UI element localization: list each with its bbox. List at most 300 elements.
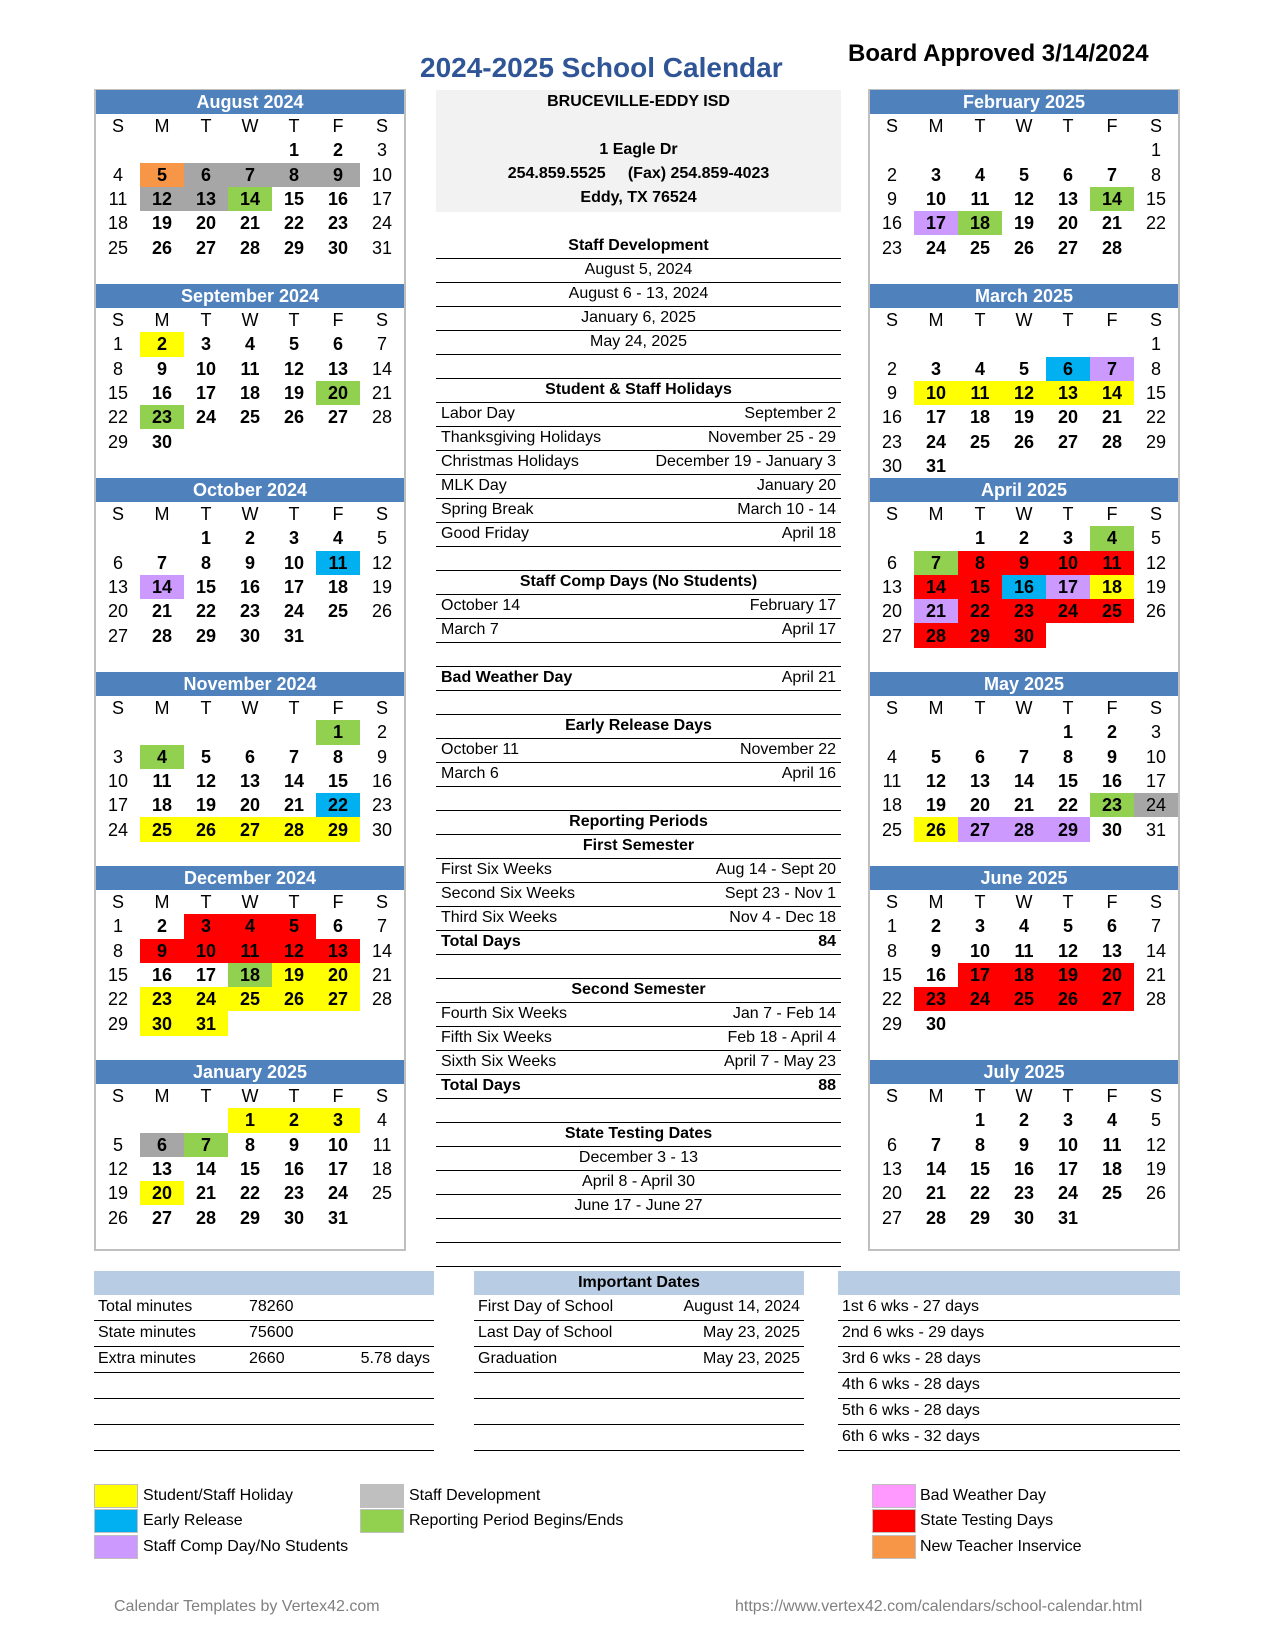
calendar-day: 16 [925, 965, 947, 986]
calendar-day: 8 [974, 1134, 985, 1155]
calendar-day: 23 [1002, 599, 1046, 623]
calendar-day: 28 [925, 1207, 947, 1228]
calendar-day: 11 [958, 381, 1002, 405]
holiday-row: Thanksgiving Holidays November 25 - 29 [436, 427, 841, 451]
calendar-day: 9 [1106, 746, 1117, 767]
minutes-row: State minutes 75600 [94, 1321, 434, 1347]
calendar-day: 3 [1062, 528, 1073, 549]
calendar-day: 20 [1057, 407, 1079, 428]
calendar-day: 4 [974, 164, 985, 185]
empty-cell [870, 648, 914, 672]
calendar-day: 13 [881, 577, 903, 598]
day-of-week-label: M [928, 1086, 944, 1107]
calendar-day: 2 [1018, 528, 1029, 549]
empty-cell [360, 260, 404, 284]
empty-cell [96, 260, 140, 284]
calendar-day: 13 [1046, 381, 1090, 405]
period-row: Third Six Weeks Nov 4 - Dec 18 [436, 907, 841, 931]
calendar-day: 5 [1018, 164, 1029, 185]
calendar-day: 17 [107, 795, 129, 816]
day-of-week-label: T [1062, 504, 1074, 525]
calendar-day: 9 [140, 939, 184, 963]
empty-cell [914, 842, 958, 866]
calendar-day: 21 [1101, 213, 1123, 234]
calendar-day: 28 [239, 237, 261, 258]
calendar-day: 6 [332, 334, 343, 355]
calendar-day: 4 [244, 334, 255, 355]
calendar-day: 1 [1150, 334, 1161, 355]
calendar-day: 8 [332, 746, 343, 767]
calendar-day: 3 [1150, 722, 1161, 743]
calendar-day: 21 [371, 383, 393, 404]
day-of-week-label: M [154, 310, 170, 331]
calendar-day: 22 [881, 989, 903, 1010]
empty-cell [1134, 1205, 1178, 1229]
empty-cell [1046, 260, 1090, 284]
month-title: September 2024 [96, 284, 404, 308]
important-date-row: First Day of School August 14, 2024 [474, 1295, 804, 1321]
footer-url-link[interactable]: https://www.vertex42.com/calendars/school-calendar.html [735, 1598, 1143, 1615]
calendar-day: 21 [914, 599, 958, 623]
empty-cell [228, 1011, 272, 1035]
day-of-week-label: W [241, 892, 259, 913]
day-of-week-label: S [885, 1086, 898, 1107]
day-of-week-label: T [200, 116, 212, 137]
day-of-week-label: S [885, 116, 898, 137]
footer-credit-link[interactable]: Calendar Templates by Vertex42.com [114, 1598, 380, 1615]
day-of-week-label: S [375, 504, 388, 525]
school-name: BRUCEVILLE-EDDY ISD [547, 93, 730, 110]
day-of-week-label: S [1149, 892, 1162, 913]
calendar-day: 15 [327, 771, 349, 792]
month-title: February 2025 [870, 90, 1178, 114]
calendar-day: 31 [184, 1011, 228, 1035]
calendar-day: 24 [1057, 1183, 1079, 1204]
calendar-day: 14 [925, 1159, 947, 1180]
calendar-day: 2 [1106, 722, 1117, 743]
calendar-day: 9 [316, 163, 360, 187]
calendar-day: 24 [1046, 599, 1090, 623]
empty-cell [1090, 842, 1134, 866]
calendar-day: 11 [108, 189, 128, 210]
calendar-day: 15 [881, 965, 903, 986]
calendar-day: 18 [327, 577, 349, 598]
legend-swatch-early-release [94, 1509, 138, 1533]
calendar-day: 24 [184, 987, 228, 1011]
day-of-week-label: F [332, 310, 344, 331]
day-of-week-label: S [885, 310, 898, 331]
calendar-day: 15 [195, 577, 217, 598]
day-of-week-label: S [111, 310, 124, 331]
school-phone: 254.859.5525 (Fax) 254.859-4023 [507, 165, 770, 182]
calendar-day: 21 [1013, 795, 1035, 816]
early-release-heading: Early Release Days [436, 715, 841, 739]
empty-cell [1134, 1036, 1178, 1060]
calendar-day: 16 [239, 577, 261, 598]
calendar-day: 18 [151, 795, 173, 816]
day-of-week-label: W [241, 1086, 259, 1107]
calendar-day: 25 [239, 407, 261, 428]
testing-date: December 3 - 13 [436, 1147, 841, 1171]
day-of-week-label: T [1062, 1086, 1074, 1107]
empty-cell [360, 1011, 404, 1035]
day-of-week-label: F [332, 698, 344, 719]
calendar-day: 7 [228, 163, 272, 187]
calendar-day: 29 [239, 1207, 261, 1228]
comp-day-row: October 14 February 17 [436, 595, 841, 619]
empty-cell [1002, 332, 1046, 356]
calendar-day: 7 [376, 916, 387, 937]
empty-cell [360, 1205, 404, 1229]
day-of-week-label: W [241, 116, 259, 137]
legend-label: State Testing Days [920, 1512, 1054, 1529]
weeks-row: 1st 6 wks - 27 days [838, 1295, 1180, 1321]
calendar-day: 7 [914, 551, 958, 575]
empty-cell [96, 526, 140, 550]
day-of-week-label: S [1149, 698, 1162, 719]
empty-cell [360, 1036, 404, 1060]
bad-weather-row: Bad Weather Day April 21 [436, 667, 841, 691]
calendar-day: 17 [195, 965, 217, 986]
day-of-week-label: M [154, 892, 170, 913]
empty-cell [914, 1108, 958, 1132]
calendar-day: 9 [886, 189, 897, 210]
legend-swatch-new-teacher [872, 1535, 916, 1559]
calendar-day: 23 [914, 987, 958, 1011]
empty-cell [1134, 454, 1178, 478]
weeks-row: 2nd 6 wks - 29 days [838, 1321, 1180, 1347]
calendar-day: 12 [1002, 381, 1046, 405]
calendar-day: 6 [140, 1133, 184, 1157]
calendar-day: 5 [930, 746, 941, 767]
testing-date: April 8 - April 30 [436, 1171, 841, 1195]
calendar-day: 7 [1106, 164, 1117, 185]
calendar-day: 30 [239, 625, 261, 646]
blank-row [474, 1399, 804, 1425]
calendar-day: 11 [372, 1134, 392, 1155]
month-december-2024 [96, 866, 404, 1060]
calendar-day: 19 [272, 963, 316, 987]
calendar-day: 4 [886, 746, 897, 767]
calendar-day: 14 [140, 575, 184, 599]
calendar-day: 9 [1002, 551, 1046, 575]
comp-days-heading: Staff Comp Days (No Students) [436, 571, 841, 595]
day-of-week-label: T [1062, 116, 1074, 137]
empty-cell [360, 623, 404, 647]
empty-cell [96, 138, 140, 162]
empty-cell [1090, 138, 1134, 162]
calendar-day: 5 [140, 163, 184, 187]
calendar-day: 18 [371, 1159, 393, 1180]
day-of-week-label: M [154, 116, 170, 137]
calendar-day: 10 [1057, 1134, 1079, 1155]
staff-dev-heading: Staff Development [436, 235, 841, 259]
day-of-week-label: W [1015, 116, 1033, 137]
period-row: First Six Weeks Aug 14 - Sept 20 [436, 859, 841, 883]
calendar-day: 25 [107, 237, 129, 258]
first-total-row: Total Days 84 [436, 931, 841, 955]
calendar-day: 16 [1002, 575, 1046, 599]
empty-cell [1090, 1205, 1134, 1229]
empty-cell [870, 842, 914, 866]
calendar-day: 26 [1013, 431, 1035, 452]
calendar-day: 22 [107, 407, 129, 428]
calendar-day: 4 [140, 745, 184, 769]
calendar-day: 22 [1057, 795, 1079, 816]
month-title: August 2024 [96, 90, 404, 114]
calendar-day: 19 [371, 577, 393, 598]
calendar-day: 26 [1013, 237, 1035, 258]
calendar-day: 26 [272, 987, 316, 1011]
calendar-day: 24 [958, 987, 1002, 1011]
month-title: January 2025 [96, 1060, 404, 1084]
calendar-day: 12 [195, 771, 217, 792]
calendar-day: 8 [958, 551, 1002, 575]
day-of-week-label: T [974, 116, 986, 137]
day-of-week-label: T [1062, 698, 1074, 719]
calendar-day: 18 [1090, 575, 1134, 599]
calendar-day: 3 [316, 1108, 360, 1132]
calendar-day: 9 [1018, 1134, 1029, 1155]
day-of-week-label: F [332, 892, 344, 913]
calendar-day: 28 [1145, 989, 1167, 1010]
month-november-2024 [96, 672, 404, 866]
calendar-day: 9 [930, 940, 941, 961]
day-of-week-label: F [332, 116, 344, 137]
empty-cell [914, 1230, 958, 1254]
calendar-day: 11 [1090, 551, 1134, 575]
empty-cell [96, 720, 140, 744]
calendar-day: 12 [107, 1159, 129, 1180]
day-of-week-label: T [1062, 310, 1074, 331]
empty-cell [228, 648, 272, 672]
calendar-day: 21 [371, 965, 393, 986]
calendar-day: 12 [1145, 1134, 1167, 1155]
month-title: June 2025 [870, 866, 1178, 890]
calendar-day: 28 [371, 989, 393, 1010]
day-of-week-label: T [288, 1086, 300, 1107]
calendar-day: 31 [327, 1207, 349, 1228]
calendar-day: 9 [288, 1134, 299, 1155]
calendar-day: 14 [228, 187, 272, 211]
day-of-week-label: W [241, 310, 259, 331]
month-title: March 2025 [870, 284, 1178, 308]
calendar-day: 14 [914, 575, 958, 599]
calendar-day: 3 [376, 140, 387, 161]
legend-swatch-comp-day [94, 1535, 138, 1559]
empty-cell [914, 648, 958, 672]
calendar-day: 22 [283, 213, 305, 234]
calendar-day: 18 [969, 407, 991, 428]
empty-cell [272, 454, 316, 478]
calendar-day: 29 [316, 817, 360, 841]
empty-cell [96, 1230, 140, 1254]
empty-cell [870, 1230, 914, 1254]
calendar-day: 20 [881, 601, 903, 622]
calendar-day: 24 [107, 819, 129, 840]
empty-cell [958, 260, 1002, 284]
calendar-day: 30 [151, 431, 173, 452]
empty-cell [184, 842, 228, 866]
empty-cell [1090, 332, 1134, 356]
calendar-day: 25 [1002, 987, 1046, 1011]
empty-cell [1090, 454, 1134, 478]
calendar-day: 27 [228, 817, 272, 841]
early-release-row: March 6 April 16 [436, 763, 841, 787]
calendar-day: 22 [1145, 213, 1167, 234]
empty-cell [228, 1036, 272, 1060]
calendar-day: 19 [1046, 963, 1090, 987]
empty-cell [184, 1230, 228, 1254]
empty-cell [958, 648, 1002, 672]
calendar-day: 13 [969, 771, 991, 792]
calendar-day: 13 [1101, 940, 1123, 961]
month-may-2025 [870, 672, 1178, 866]
calendar-day: 30 [327, 237, 349, 258]
calendar-day: 29 [1046, 817, 1090, 841]
day-of-week-label: W [1015, 310, 1033, 331]
second-total-row: Total Days 88 [436, 1075, 841, 1099]
month-august-2024 [96, 90, 404, 284]
period-row: Fourth Six Weeks Jan 7 - Feb 14 [436, 1003, 841, 1027]
calendar-day: 15 [283, 189, 305, 210]
day-of-week-label: W [241, 504, 259, 525]
calendar-day: 20 [316, 381, 360, 405]
empty-cell [1002, 720, 1046, 744]
calendar-day: 25 [140, 817, 184, 841]
empty-cell [958, 138, 1002, 162]
calendar-day: 2 [272, 1108, 316, 1132]
calendar-day: 20 [969, 795, 991, 816]
day-of-week-label: T [200, 892, 212, 913]
calendar-day: 15 [958, 575, 1002, 599]
calendar-day: 27 [327, 407, 349, 428]
empty-cell [958, 720, 1002, 744]
calendar-day: 27 [316, 987, 360, 1011]
empty-cell [228, 260, 272, 284]
month-january-2025 [96, 1060, 404, 1254]
month-july-2025 [870, 1060, 1178, 1254]
day-of-week-label: M [154, 1086, 170, 1107]
calendar-day: 11 [1014, 940, 1034, 961]
calendar-day: 8 [886, 940, 897, 961]
calendar-day: 13 [151, 1159, 173, 1180]
empty-cell [316, 1036, 360, 1060]
calendar-day: 22 [1145, 407, 1167, 428]
calendar-day: 6 [1062, 164, 1073, 185]
empty-cell [1090, 260, 1134, 284]
empty-cell [316, 1230, 360, 1254]
empty-cell [140, 720, 184, 744]
day-of-week-label: S [375, 1086, 388, 1107]
empty-cell [870, 1108, 914, 1132]
day-of-week-label: T [288, 698, 300, 719]
legend-label: New Teacher Inservice [920, 1538, 1082, 1555]
empty-cell [228, 842, 272, 866]
calendar-day: 26 [914, 817, 958, 841]
calendar-day: 7 [1150, 916, 1161, 937]
calendar-day: 20 [140, 1181, 184, 1205]
empty-cell [1046, 648, 1090, 672]
calendar-day: 30 [925, 1013, 947, 1034]
calendar-day: 14 [1090, 381, 1134, 405]
calendar-day: 10 [1046, 551, 1090, 575]
weeks-row: 4th 6 wks - 28 days [838, 1373, 1180, 1399]
empty-cell [1090, 1036, 1134, 1060]
calendar-day: 13 [327, 358, 349, 379]
calendar-day: 3 [200, 334, 211, 355]
page-title: 2024-2025 School Calendar [420, 52, 783, 83]
calendar-day: 25 [228, 987, 272, 1011]
blank-row [474, 1373, 804, 1399]
calendar-day: 10 [969, 940, 991, 961]
empty-cell [914, 332, 958, 356]
calendar-day: 13 [1057, 189, 1079, 210]
calendar-day: 26 [107, 1207, 129, 1228]
day-of-week-label: T [200, 1086, 212, 1107]
calendar-day: 7 [376, 334, 387, 355]
calendar-day: 8 [1150, 164, 1161, 185]
day-of-week-label: F [1106, 1086, 1118, 1107]
calendar-day: 1 [112, 916, 123, 937]
calendar-day: 29 [1145, 431, 1167, 452]
calendar-day: 31 [371, 237, 393, 258]
legend-label: Bad Weather Day [920, 1487, 1046, 1504]
calendar-day: 18 [958, 211, 1002, 235]
calendar-day: 24 [925, 431, 947, 452]
calendar-day: 30 [371, 819, 393, 840]
calendar-day: 31 [1057, 1207, 1079, 1228]
calendar-day: 28 [1101, 431, 1123, 452]
day-of-week-label: F [332, 504, 344, 525]
calendar-day: 16 [151, 965, 173, 986]
calendar-day: 12 [1145, 552, 1167, 573]
day-of-week-label: M [928, 504, 944, 525]
empty-cell [272, 429, 316, 453]
minutes-header [94, 1271, 434, 1295]
calendar-day: 19 [151, 213, 173, 234]
calendar-day: 19 [1013, 213, 1035, 234]
calendar-day: 21 [195, 1183, 217, 1204]
calendar-day: 14 [1090, 187, 1134, 211]
calendar-day: 16 [327, 189, 349, 210]
calendar-day: 6 [332, 916, 343, 937]
calendar-day: 30 [1002, 623, 1046, 647]
calendar-day: 6 [244, 746, 255, 767]
day-of-week-label: S [885, 892, 898, 913]
blank-row [436, 547, 841, 571]
calendar-day: 1 [1062, 722, 1073, 743]
calendar-day: 2 [930, 916, 941, 937]
calendar-day: 15 [969, 1159, 991, 1180]
day-of-week-label: T [974, 1086, 986, 1107]
calendar-day: 17 [195, 383, 217, 404]
calendar-day: 23 [881, 237, 903, 258]
calendar-day: 14 [195, 1159, 217, 1180]
calendar-day: 6 [886, 1134, 897, 1155]
month-march-2025 [870, 284, 1178, 478]
empty-cell [96, 1036, 140, 1060]
calendar-day: 18 [228, 963, 272, 987]
calendar-day: 28 [914, 623, 958, 647]
calendar-day: 12 [140, 187, 184, 211]
calendar-day: 10 [925, 189, 947, 210]
calendar-day: 24 [925, 237, 947, 258]
calendar-day: 7 [930, 1134, 941, 1155]
calendar-day: 3 [930, 164, 941, 185]
calendar-day: 11 [316, 551, 360, 575]
calendar-day: 4 [1106, 1110, 1117, 1131]
